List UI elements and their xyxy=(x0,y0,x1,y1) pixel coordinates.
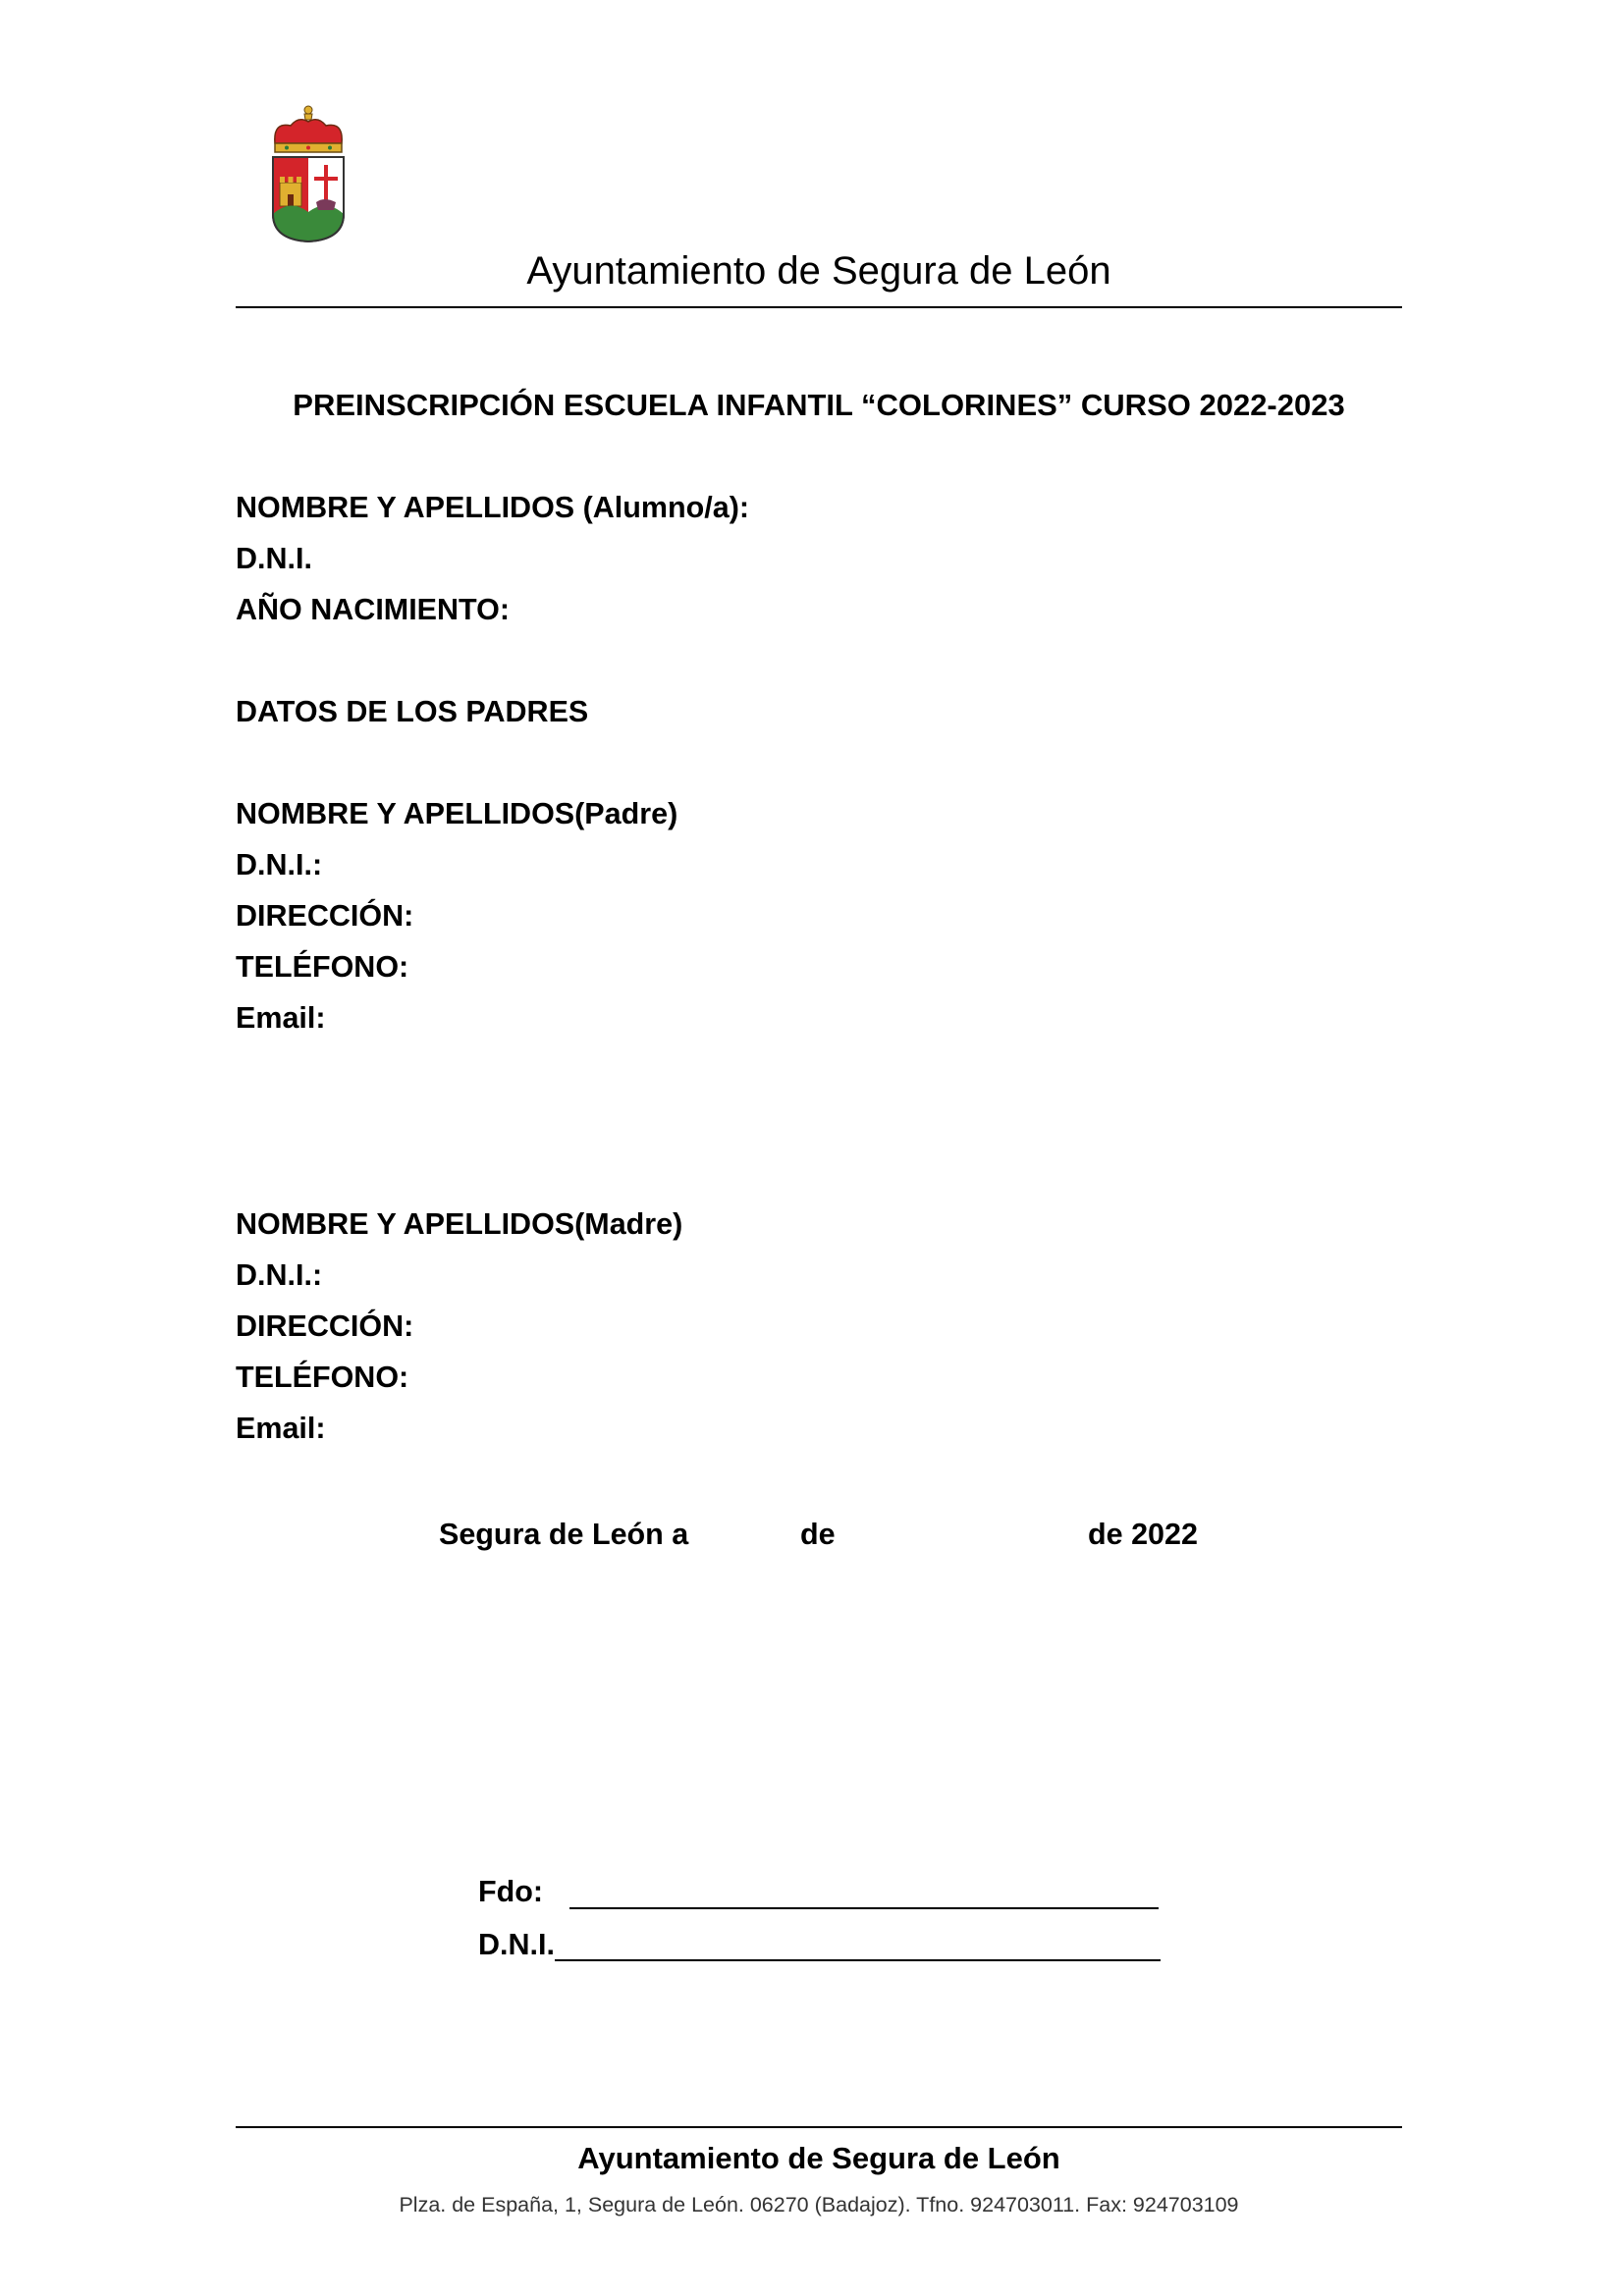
footer-address: Plza. de España, 1, Segura de León. 06270 (Badajoz). Tfno. 924703011. Fax: 924703109 xyxy=(399,2193,1239,2216)
document-title: PREINSCRIPCIÓN ESCUELA INFANTIL “COLORINES” CURSO 2022-2023 xyxy=(293,388,1345,422)
father-name-label: NOMBRE Y APELLIDOS(Padre) xyxy=(236,797,678,830)
footer-divider xyxy=(236,2126,1402,2128)
mother-address-label: DIRECCIÓN: xyxy=(236,1309,414,1343)
signature-dni-line xyxy=(555,1959,1161,1961)
student-birth-year-label: AÑO NACIMIENTO: xyxy=(236,593,511,626)
mother-email-label: Email: xyxy=(236,1412,326,1445)
header-title: Ayuntamiento de Segura de León xyxy=(526,249,1111,293)
father-email-label: Email: xyxy=(236,1001,326,1035)
student-name-label: NOMBRE Y APELLIDOS (Alumno/a): xyxy=(236,491,750,524)
parents-heading: DATOS DE LOS PADRES xyxy=(236,695,589,728)
header-divider xyxy=(236,306,1402,308)
father-phone-label: TELÉFONO: xyxy=(236,950,409,984)
mother-phone-label: TELÉFONO: xyxy=(236,1361,409,1394)
mother-name-label: NOMBRE Y APELLIDOS(Madre) xyxy=(236,1207,683,1241)
coat-of-arms-icon xyxy=(267,104,350,243)
signature-line xyxy=(569,1907,1159,1909)
father-dni-label: D.N.I.: xyxy=(236,848,323,881)
student-dni-label: D.N.I. xyxy=(236,542,312,575)
footer-name: Ayuntamiento de Segura de León xyxy=(577,2141,1060,2175)
place-text: Segura de León a xyxy=(439,1518,689,1551)
father-address-label: DIRECCIÓN: xyxy=(236,899,414,933)
date-de-year: de 2022 xyxy=(1088,1518,1198,1551)
signature-dni-label: D.N.I. xyxy=(478,1928,555,1961)
mother-dni-label: D.N.I.: xyxy=(236,1258,323,1292)
date-de-month: de xyxy=(800,1518,836,1551)
signature-label: Fdo: xyxy=(478,1875,544,1908)
